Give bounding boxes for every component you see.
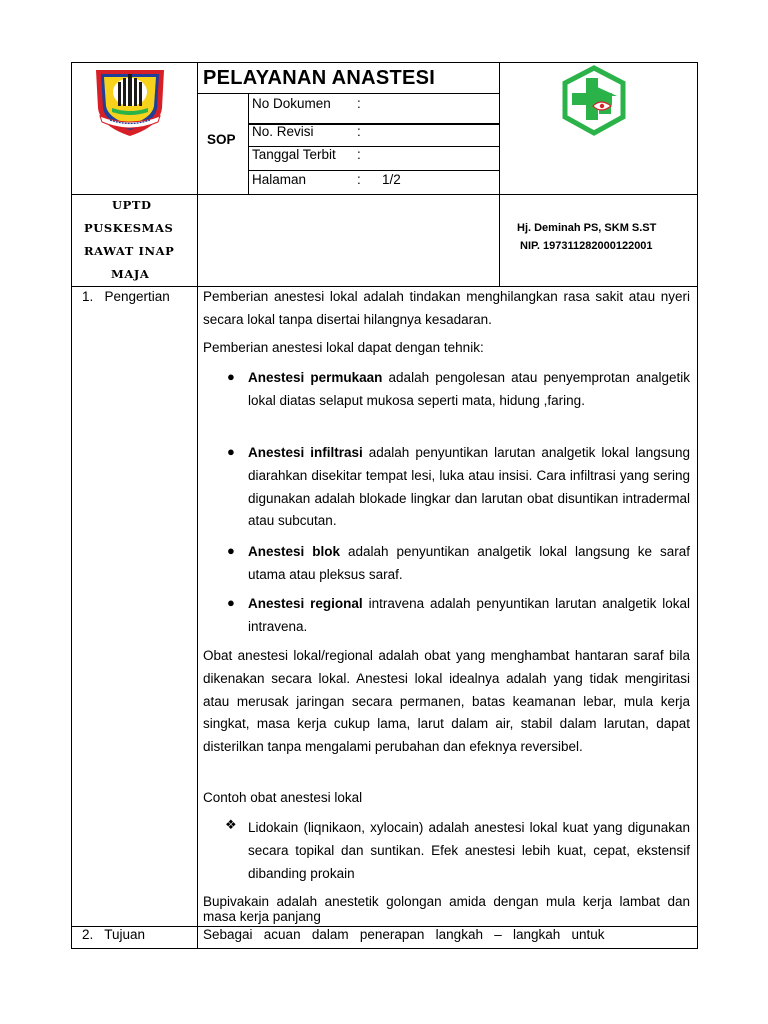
puskesmas-logo (555, 64, 633, 138)
section-label-tujuan: 2. Tujuan (82, 927, 146, 942)
sop-col-divider (248, 93, 249, 194)
bullet-anestesi-regional: Anestesi regional intravena adalah penyuntikan larutan analgetik lokal intravena. (248, 596, 690, 634)
field-label-no-revisi: No. Revisi (252, 124, 314, 139)
bullet-dot: ● (227, 543, 235, 558)
section-label-pengertian: 1. Pengertian (82, 289, 170, 304)
table-top-border (71, 62, 697, 63)
field-sep: : (357, 172, 361, 187)
bullet-dot: ● (227, 444, 235, 459)
field-sep: : (357, 147, 361, 162)
bullet-dot: ● (227, 595, 235, 610)
bullet-anestesi-permukaan: Anestesi permukaan adalah pengolesan atau penyemprotan analgetik lokal diatas selaput mukosa seperti mata, hidung ,faring. (248, 370, 690, 408)
org-name-line: PUSKESMAS (84, 221, 174, 235)
bupivakain-paragraph: Bupivakain adalah anestetik golongan amida dengan mula kerja lambat dan masa kerja panjang (203, 894, 690, 924)
signer-name: Hj. Deminah PS, SKM S.ST (517, 222, 657, 234)
page-title: PELAYANAN ANASTESI (203, 67, 436, 89)
table-bottom-border (71, 948, 697, 949)
table-col-divider (197, 62, 198, 949)
field-sep: : (357, 124, 361, 139)
diamond-bullet-icon: ❖ (225, 818, 237, 833)
purpose-text: Sebagai acuan dalam penerapan langkah – langkah untuk (203, 927, 605, 942)
field-label-no-dokumen: No Dokumen (252, 96, 331, 111)
field-sep: : (357, 96, 361, 111)
lidokain-item: Lidokain (liqnikaon, xylocain) adalah anestesi lokal kuat yang digunakan secara topikal dan suntikan. Efek anestesi lebih kuat, cepat, ekstensif dibanding prokain (248, 820, 690, 881)
definition-paragraph: Pemberian anestesi lokal adalah tindakan menghilangkan rasa sakit atau nyeri secara lokal tanpa disertai hilangnya kesadaran. (203, 289, 690, 327)
bullet-anestesi-infiltrasi: Anestesi infiltrasi adalah penyuntikan larutan analgetik lokal langsung diarahkan disekitar tempat lesi, luka atau insisi. Cara infiltrasi yang sering digunakan adalah blokade lingkar dan larutan obat disuntikan intradermal atau subcutan. (248, 445, 690, 529)
regional-emblem-logo (92, 64, 168, 138)
field-value-halaman: 1/2 (382, 172, 401, 187)
signer-nip: NIP. 197311282000122001 (520, 240, 653, 252)
example-heading: Contoh obat anestesi lokal (203, 790, 363, 805)
table-header-divider (71, 194, 697, 195)
bullet-dot: ● (227, 369, 235, 384)
bullet-anestesi-blok: Anestesi blok adalah penyuntikan analgetik lokal langsung ke saraf utama atau pleksus saraf. (248, 544, 690, 582)
field-label-tanggal-terbit: Tanggal Terbit (252, 147, 336, 162)
org-name-line: MAJA (111, 267, 150, 281)
anesthetic-drug-paragraph: Obat anestesi lokal/regional adalah obat yang menghambat hantaran saraf bila dikenakan secara lokal. Anestesi lokal idealnya adalah yang tidak mengiritasi atau merusak jaringan secara permanen, batas keamanan lebar, mula kerja singkat, masa kerja cukup lama, larut dalam air, stabil dalam larutan, dapat disterilkan tanpa mengalami perubahan dan efeknya reversibel. (203, 648, 690, 755)
header-right-col-divider (499, 62, 500, 287)
org-name-line: RAWAT INAP (84, 244, 175, 258)
org-name-line: UPTD (112, 198, 152, 212)
table-left-border (71, 62, 72, 949)
field-row-line (248, 170, 499, 171)
sop-label: SOP (207, 132, 236, 147)
technique-intro: Pemberian anestesi lokal dapat dengan tehnik: (203, 340, 484, 355)
title-underline (197, 93, 499, 94)
field-label-halaman: Halaman (252, 172, 307, 187)
table-right-border (697, 62, 698, 949)
